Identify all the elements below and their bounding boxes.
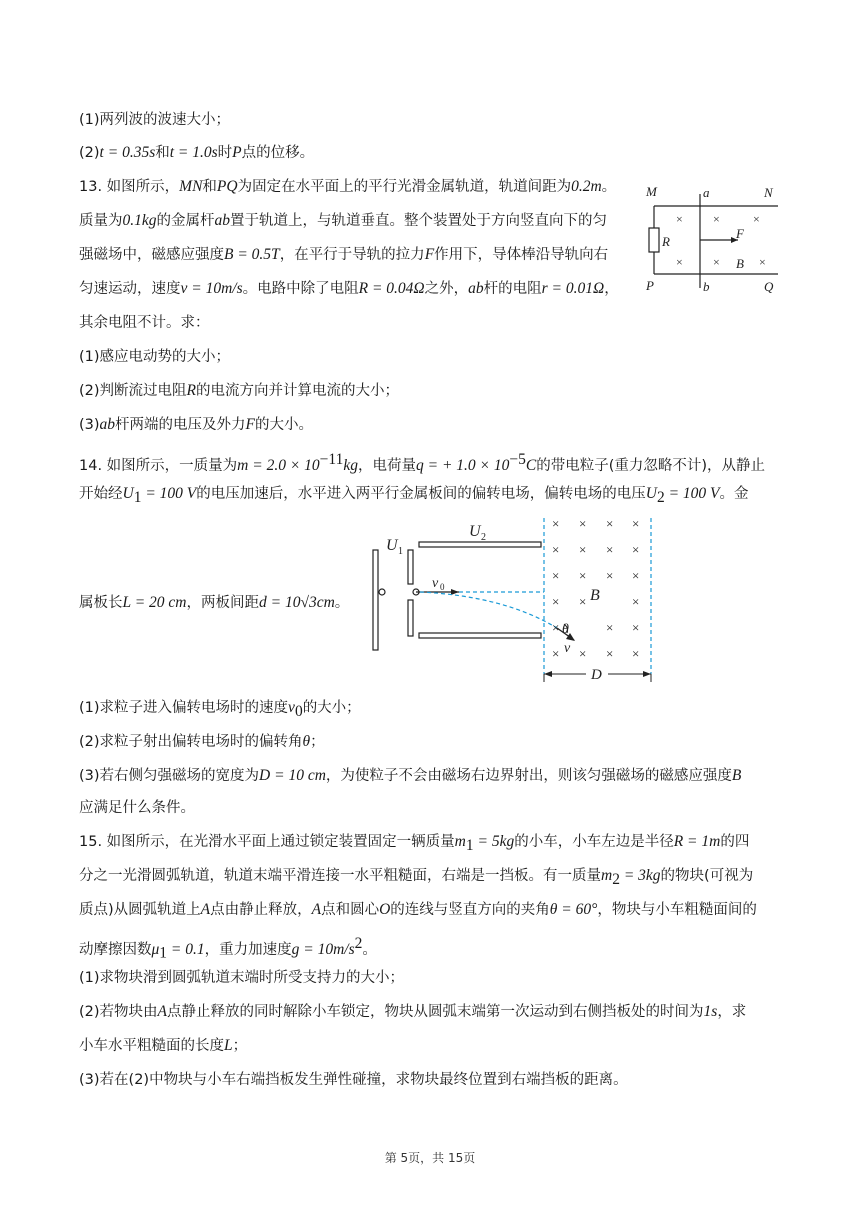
field-cross: ×	[579, 542, 587, 557]
label-U1: U	[386, 537, 398, 554]
field-cross: ×	[753, 212, 760, 226]
label-P: P	[646, 278, 654, 293]
field-cross: ×	[606, 516, 614, 531]
field-cross: ×	[759, 255, 766, 269]
field-cross: ×	[579, 646, 587, 661]
problem-14-line-2: 开始经$U_1 = 100$ V的电压加速后，水平进入两平行金属板间的偏转电场，偏转电场的电压$U_2 = 100$ V。金	[79, 485, 749, 506]
field-cross: ×	[579, 594, 587, 609]
resistor-symbol	[649, 228, 659, 252]
label-v0-sub: 0	[440, 582, 445, 592]
problem-15-line-2: 分之一光滑圆弧轨道，轨道末端平滑连接一水平粗糙面，右端是一挡板。有一质量$m_2 = 3kg$的物块(可视为	[79, 867, 754, 888]
problem-14-line-3: 属板长L = 20 cm，两板间距d = 10√3cm。	[79, 594, 350, 611]
problem-15-question-1: (1)求物块滑到圆弧轨道末端时所受支持力的大小；	[79, 970, 405, 986]
label-U1-sub: 1	[398, 546, 403, 557]
problem-13-question-1: (1)感应电动势的大小；	[79, 349, 231, 365]
field-cross: ×	[552, 516, 560, 531]
problem-15-line-4: 动摩擦因数$\mu_1 = 0.1$，重力加速度$g = 10m/s^2$。	[79, 935, 377, 962]
label-a: a	[703, 185, 710, 200]
label-b: b	[703, 279, 710, 294]
problem-15-question-3: (3)若在(2)中物块与小车右端挡板发生弹性碰撞，求物块最终位置到右端挡板的距离。	[79, 1072, 628, 1088]
label-v: v	[564, 641, 571, 656]
label-U2-sub: 2	[481, 532, 486, 543]
problem-13-line-3: 强磁场中，磁感应强度B = 0.5T，在平行于导轨的拉力F作用下，导体棒沿导轨向右	[79, 246, 609, 263]
label-theta: θ	[562, 622, 569, 637]
label-Q: Q	[764, 279, 774, 294]
field-cross: ×	[713, 255, 720, 269]
label-F: F	[736, 226, 744, 241]
field-cross: ×	[606, 620, 614, 635]
page-footer: 第 5页，共 15页	[384, 1151, 476, 1165]
label-M: M	[646, 184, 657, 199]
label-D: D	[591, 667, 602, 683]
field-cross: ×	[606, 646, 614, 661]
problem-13-question-3: (3)ab杆两端的电压及外力F的大小。	[79, 416, 314, 433]
problem-14-question-1: (1)求粒子进入偏转电场时的速度$v_0$的大小；	[79, 699, 361, 720]
field-cross: ×	[579, 568, 587, 583]
problem-14-question-3: (3)若右侧匀强磁场的宽度为D = 10 cm，为使粒子不会由磁场右边界射出，则该匀强磁场的磁感应强度B	[79, 767, 742, 784]
label-R: R	[662, 234, 670, 249]
field-cross: ×	[632, 646, 640, 661]
prev-question-2: (2)t = 0.35s和t = 1.0s时P点的位移。	[79, 144, 315, 161]
field-cross: ×	[552, 568, 560, 583]
problem-14-line-1: 14. 如图所示，一质量为$m = 2.0 \times 10^{-11}kg$，电荷量q = + $1.0 \times 10^{-5}C$的带电粒子(重力忽略不计)，从静止	[79, 451, 766, 474]
field-cross: ×	[552, 594, 560, 609]
problem-13-figure	[640, 180, 790, 295]
label-v0: v	[432, 576, 439, 591]
problem-15-line-3: 质点)从圆弧轨道上A点由静止释放，A点和圆心O的连线与竖直方向的夹角θ = 60°，物块与小车粗糙面间的	[79, 901, 757, 918]
problem-13-line-5: 其余电阻不计。求：	[79, 315, 210, 331]
prev-question-1: (1)两列波的波速大小；	[79, 112, 231, 128]
problem-13-question-2: (2)判断流过电阻R的电流方向并计算电流的大小；	[79, 382, 400, 399]
problem-13-line-1: 13. 如图所示，MN和PQ为固定在水平面上的平行光滑金属轨道，轨道间距为0.2m。	[79, 178, 617, 195]
label-B: B	[590, 587, 600, 604]
label-N: N	[764, 185, 773, 200]
field-cross: ×	[713, 212, 720, 226]
problem-14-figure	[364, 512, 664, 688]
field-cross: ×	[552, 646, 560, 661]
field-cross: ×	[606, 568, 614, 583]
field-cross: ×	[552, 620, 560, 635]
problem-15-question-2-cont: 小车水平粗糙面的长度L；	[79, 1037, 248, 1054]
field-cross: ×	[632, 542, 640, 557]
problem-14-question-3-cont: 应满足什么条件。	[79, 800, 195, 816]
problem-13-line-2: 质量为0.1kg的金属杆ab置于轨道上，与轨道垂直。整个装置处于方向竖直向下的匀	[79, 212, 608, 229]
label-U2: U	[469, 523, 481, 540]
label-B: B	[736, 256, 744, 271]
problem-14-question-2: (2)求粒子射出偏转电场时的偏转角θ；	[79, 733, 325, 750]
field-cross: ×	[632, 594, 640, 609]
field-cross: ×	[676, 255, 683, 269]
field-cross: ×	[606, 542, 614, 557]
problem-15-question-2: (2)若物块由A点静止释放的同时解除小车锁定，物块从圆弧末端第一次运动到右侧挡板处的时间为1s，求	[79, 1003, 747, 1020]
particle-trajectory	[420, 592, 560, 628]
field-cross: ×	[632, 620, 640, 635]
field-cross: ×	[632, 568, 640, 583]
field-cross: ×	[552, 542, 560, 557]
problem-13-line-4: 匀速运动，速度v = 10m/s。电路中除了电阻R = 0.04Ω之外，ab杆的电阻r = 0.01Ω，	[79, 280, 619, 297]
field-cross: ×	[579, 516, 587, 531]
field-cross: ×	[676, 212, 683, 226]
field-cross: ×	[632, 516, 640, 531]
problem-15-line-1: 15. 如图所示，在光滑水平面上通过锁定装置固定一辆质量$m_1 = 5kg$的小车，小车左边是半径R = 1m的四	[79, 833, 750, 854]
